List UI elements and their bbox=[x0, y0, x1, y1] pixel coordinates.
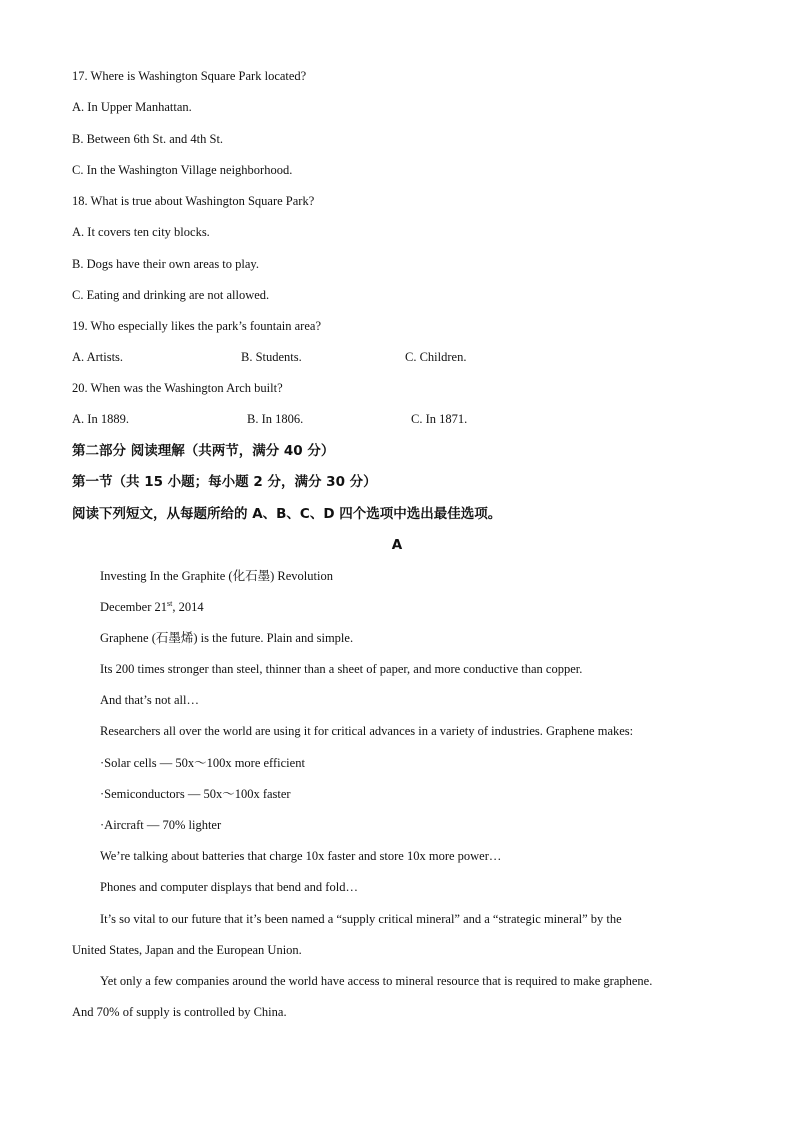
passage-line: And that’s not all… bbox=[100, 693, 199, 707]
q20-option-c: C. In 1871. bbox=[411, 412, 468, 426]
q17-option-b: B. Between 6th St. and 4th St. bbox=[72, 132, 224, 146]
question-19: 19. Who especially likes the park’s fountain area? bbox=[72, 319, 321, 333]
date-day: December 21 bbox=[100, 600, 167, 614]
q19-option-b: B. Students. bbox=[241, 350, 302, 364]
date-year: , 2014 bbox=[172, 600, 204, 614]
q17-option-c: C. In the Washington Village neighborhood. bbox=[72, 163, 293, 177]
passage-line: Graphene (石墨烯) is the future. Plain and simple. bbox=[100, 631, 354, 645]
passage-title: Investing In the Graphite (化石墨) Revolution bbox=[100, 569, 333, 583]
bullet-item: ·Solar cells — 50x～100x more efficient bbox=[100, 756, 305, 770]
q18-option-a: A. It covers ten city blocks. bbox=[72, 225, 210, 239]
passage-label: A bbox=[391, 537, 403, 553]
q18-option-c: C. Eating and drinking are not allowed. bbox=[72, 288, 270, 302]
paragraph-vital-line1: It’s so vital to our future that it’s been named a “supply critical mineral” and a “strategic mineral” by the bbox=[100, 912, 622, 926]
part2-heading: 第二部分 阅读理解（共两节，满分 40 分） bbox=[72, 443, 335, 459]
passage-date bbox=[100, 599, 204, 615]
passage-line: We’re talking about batteries that charge 10x faster and store 10x more power… bbox=[100, 849, 502, 863]
bullet-item: ·Semiconductors — 50x～100x faster bbox=[100, 787, 291, 801]
paragraph-few-line2: And 70% of supply is controlled by China. bbox=[72, 1005, 287, 1019]
q19-option-a: A. Artists. bbox=[72, 350, 124, 364]
question-17: 17. Where is Washington Square Park located? bbox=[72, 69, 307, 83]
q18-option-b: B. Dogs have their own areas to play. bbox=[72, 257, 259, 271]
q20-option-a: A. In 1889. bbox=[72, 412, 129, 426]
reading-instruction: 阅读下列短文，从每题所给的 A、B、C、D 四个选项中选出最佳选项。 bbox=[72, 506, 502, 522]
passage-line: Phones and computer displays that bend and fold… bbox=[100, 880, 358, 894]
section1-heading: 第一节（共 15 小题；每小题 2 分，满分 30 分） bbox=[72, 474, 377, 490]
paragraph-few-line1: Yet only a few companies around the world have access to mineral resource that is required to make graphene. bbox=[100, 974, 653, 988]
bullet-item: ·Aircraft — 70% lighter bbox=[100, 818, 222, 832]
q17-option-a: A. In Upper Manhattan. bbox=[72, 100, 192, 114]
passage-line: Its 200 times stronger than steel, thinner than a sheet of paper, and more conductive than copper. bbox=[100, 662, 583, 676]
q19-option-c: C. Children. bbox=[405, 350, 467, 364]
passage-line: Researchers all over the world are using it for critical advances in a variety of industries. Graphene makes: bbox=[100, 724, 634, 738]
date-suffix: st bbox=[166, 598, 173, 608]
question-18: 18. What is true about Washington Square Park? bbox=[72, 194, 315, 208]
paragraph-vital-line2: United States, Japan and the European Union. bbox=[72, 943, 302, 957]
question-20: 20. When was the Washington Arch built? bbox=[72, 381, 283, 395]
q20-option-b: B. In 1806. bbox=[247, 412, 304, 426]
